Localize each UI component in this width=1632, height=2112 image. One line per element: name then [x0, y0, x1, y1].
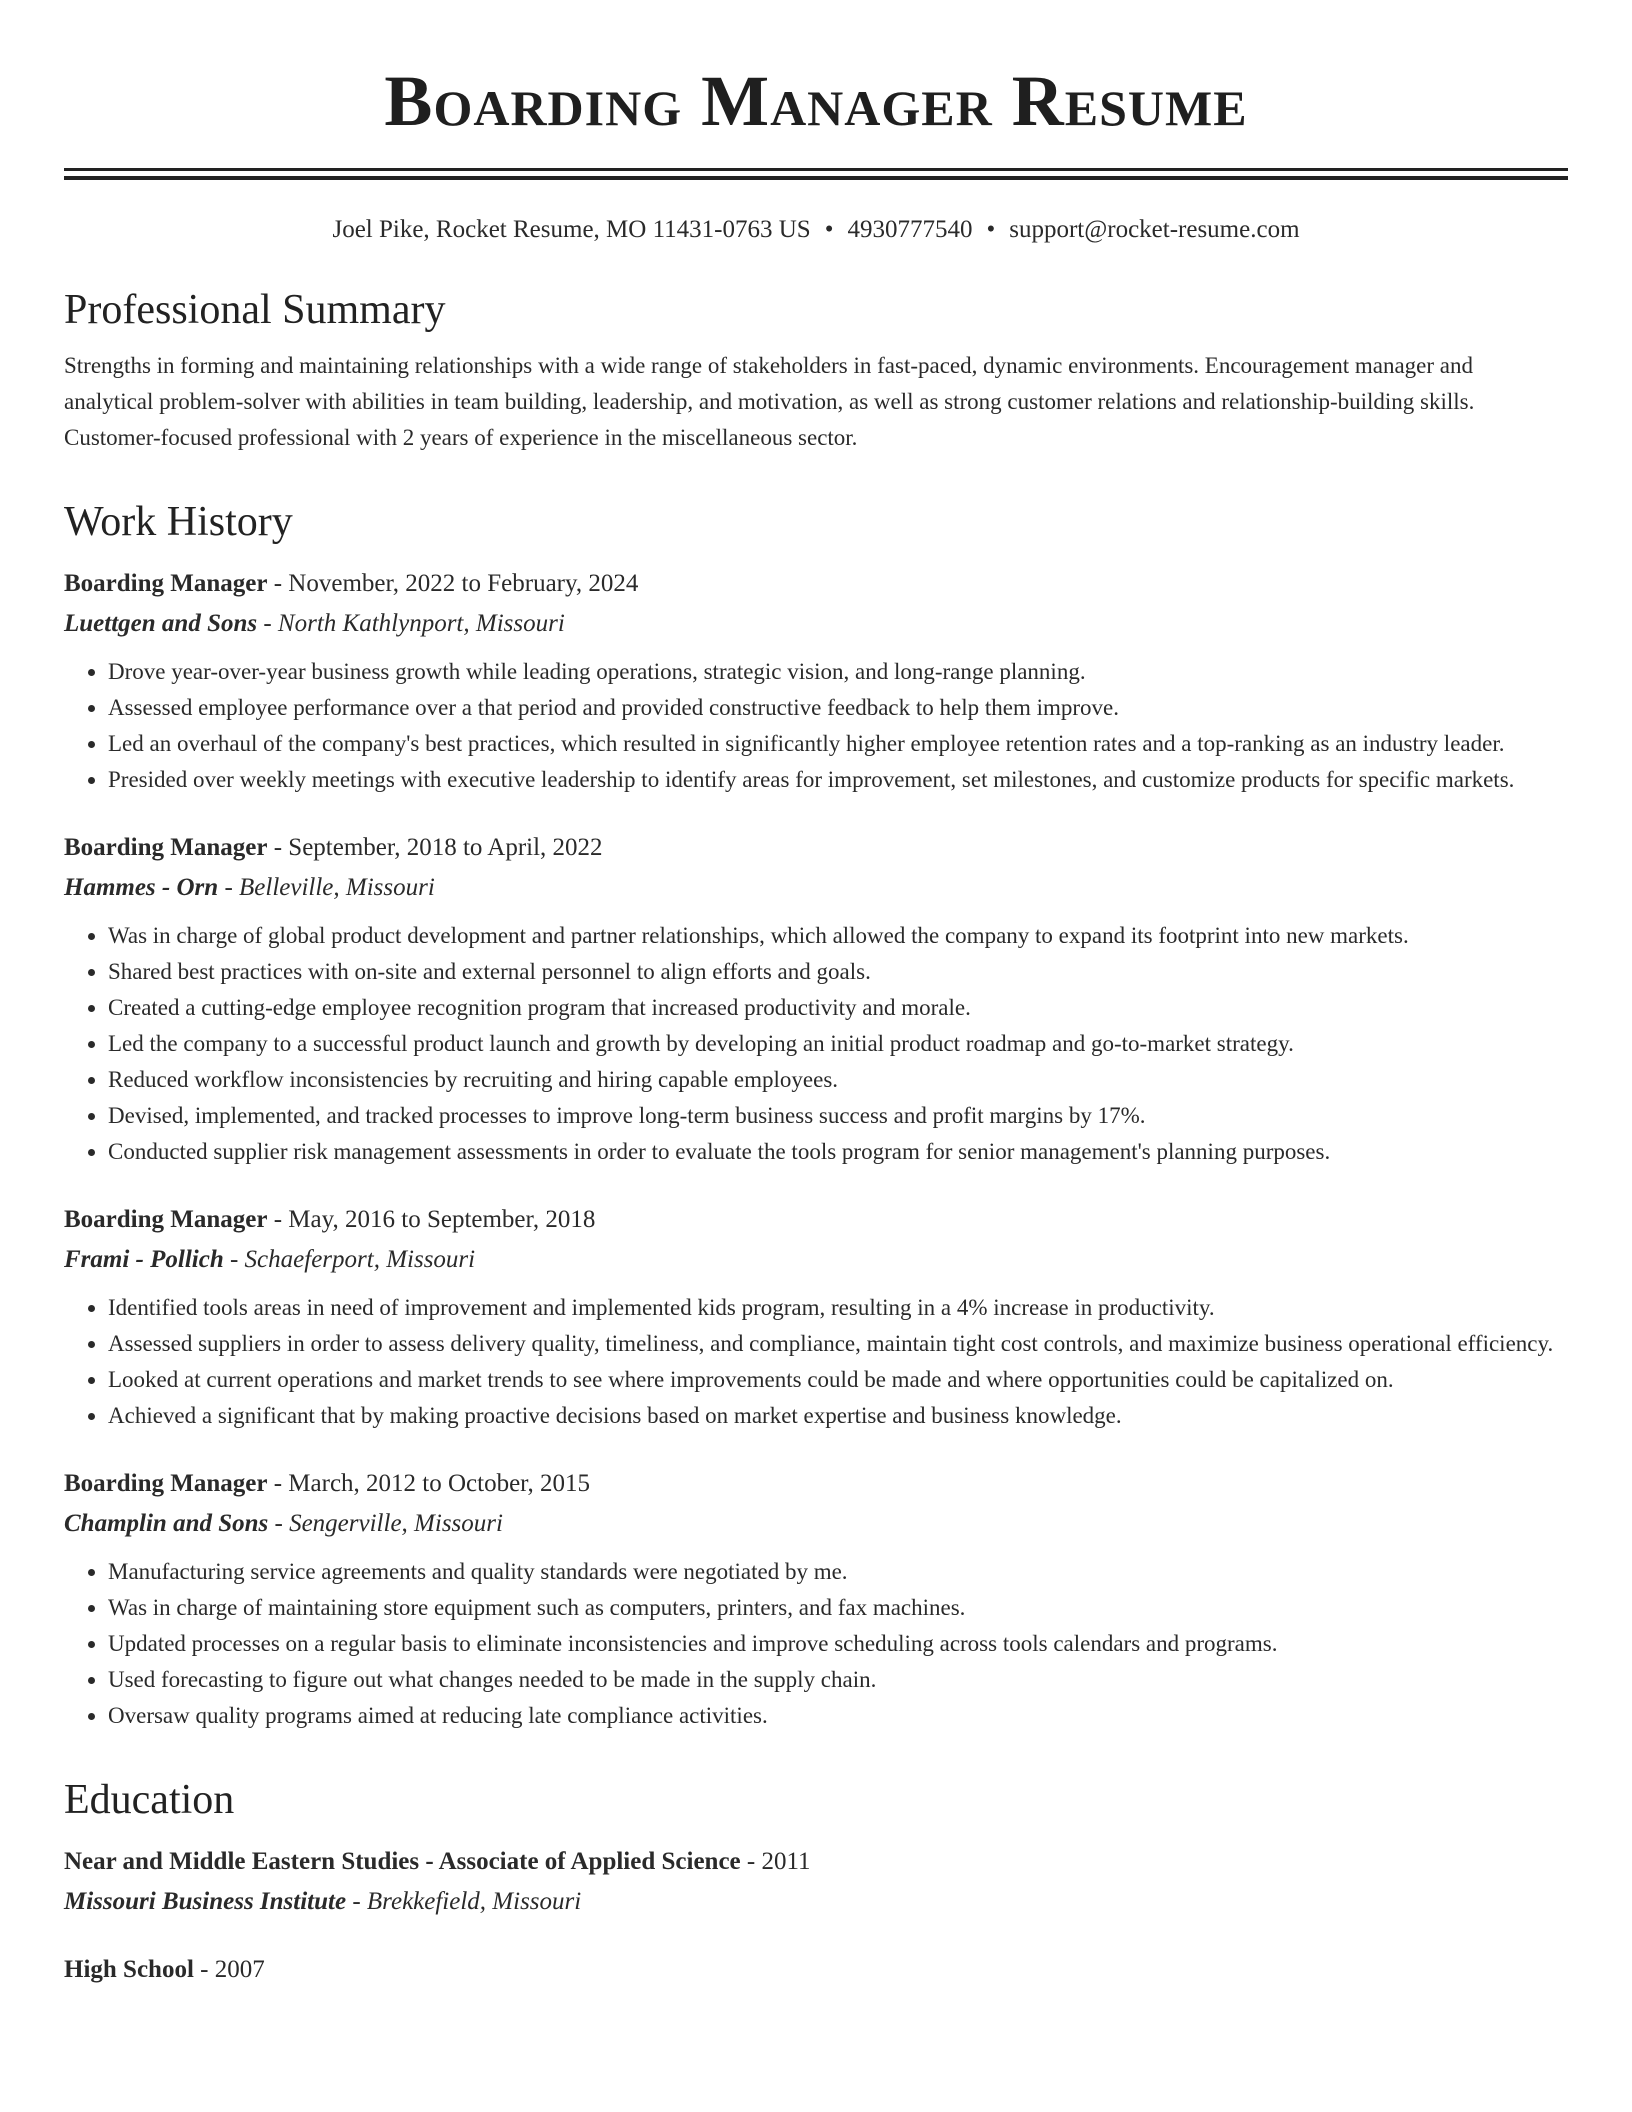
education-school-line — [64, 1882, 1568, 1922]
job-dates: - September, 2018 to April, 2022 — [267, 834, 603, 861]
job-employer — [64, 1240, 1568, 1280]
contact-address: Joel Pike, Rocket Resume, MO 11431-0763 US — [332, 216, 811, 243]
job-dates: - May, 2016 to September, 2018 — [267, 1206, 596, 1233]
education-year: - 2007 — [193, 1956, 265, 1983]
job-bullets — [64, 654, 1568, 798]
job-entry — [64, 828, 1568, 1170]
job-location: - Schaeferport, Missouri — [223, 1246, 476, 1273]
job-employer — [64, 868, 1568, 908]
job-title: Boarding Manager — [64, 570, 268, 597]
job-bullet: • Oversaw quality programs aimed at reducing late compliance activities. — [108, 1698, 1568, 1734]
job-employer — [64, 604, 1568, 644]
job-dates: - March, 2012 to October, 2015 — [267, 1470, 591, 1497]
page-title: Boarding Manager Resume — [384, 61, 1248, 141]
education-degree: High School — [64, 1956, 194, 1983]
job-bullet: • Manufacturing service agreements and quality standards were negotiated by me. — [108, 1554, 1568, 1590]
job-location: - Belleville, Missouri — [218, 874, 435, 901]
job-bullet: • Used forecasting to figure out what changes needed to be made in the supply chain. — [108, 1662, 1568, 1698]
contact-line — [64, 214, 1568, 246]
job-bullet: • Achieved a significant that by making proactive decisions based on market expertise and business knowledge. — [108, 1398, 1568, 1434]
job-bullet: • Led an overhaul of the company's best practices, which resulted in significantly higher employee retention rates and a top-ranking as an industry leader. — [108, 726, 1568, 762]
job-bullet: • Assessed suppliers in order to assess delivery quality, timeliness, and compliance, maintain tight cost controls, and maximize business operational efficiency. — [108, 1326, 1568, 1362]
contact-separator: • — [986, 216, 996, 243]
job-bullet: • Was in charge of maintaining store equipment such as computers, printers, and fax machines. — [108, 1590, 1568, 1626]
summary-text: Strengths in forming and maintaining relationships with a wide range of stakeholders in fast-paced, dynamic environments. Encouragement manager and analytical problem-solver with abilities in team building, leadership, and motivation, as well as strong customer relations and relationship-building skills. Customer-focused professional with 2 years of experience in the miscellaneous sector. — [64, 353, 1475, 450]
education-location: - Brekkefield, Missouri — [346, 1888, 582, 1915]
job-title: Boarding Manager — [64, 834, 268, 861]
job-bullet: • Presided over weekly meetings with executive leadership to identify areas for improvement, set milestones, and customize products for specific markets. — [108, 762, 1568, 798]
job-company: Champlin and Sons — [64, 1510, 269, 1537]
job-bullet: • Led the company to a successful product launch and growth by developing an initial product roadmap and go-to-market strategy. — [108, 1026, 1568, 1062]
contact-separator: • — [824, 216, 834, 243]
job-bullet: • Looked at current operations and market trends to see where improvements could be made and where opportunities could be capitalized on. — [108, 1362, 1568, 1398]
summary-heading: Professional Summary — [64, 287, 446, 333]
job-bullet: • Conducted supplier risk management assessments in order to evaluate the tools program for senior management's planning purposes. — [108, 1134, 1568, 1170]
job-employer — [64, 1504, 1568, 1544]
education-heading: Education — [64, 1777, 235, 1823]
title-divider — [64, 168, 1568, 180]
education-header — [64, 1842, 1568, 1882]
job-bullet: • Shared best practices with on-site and external personnel to align efforts and goals. — [108, 954, 1568, 990]
job-title: Boarding Manager — [64, 1206, 268, 1233]
education-entry — [64, 1842, 1568, 1922]
job-bullet: • Drove year-over-year business growth while leading operations, strategic vision, and long-range planning. — [108, 654, 1568, 690]
job-company: Frami - Pollich — [64, 1246, 224, 1273]
job-bullet: • Reduced workflow inconsistencies by recruiting and hiring capable employees. — [108, 1062, 1568, 1098]
education-year: - 2011 — [740, 1848, 811, 1875]
education-degree: Near and Middle Eastern Studies - Associate of Applied Science — [64, 1848, 741, 1875]
job-bullet: • Assessed employee performance over a that period and provided constructive feedback to help them improve. — [108, 690, 1568, 726]
job-location: - North Kathlynport, Missouri — [257, 610, 565, 637]
contact-email: support@rocket-resume.com — [1009, 216, 1300, 243]
job-bullet: • Identified tools areas in need of improvement and implemented kids program, resulting in a 4% increase in productivity. — [108, 1290, 1568, 1326]
job-header — [64, 564, 1568, 604]
job-entry — [64, 1464, 1568, 1734]
job-company: Luettgen and Sons — [64, 610, 258, 637]
job-bullet: • Created a cutting-edge employee recognition program that increased productivity and morale. — [108, 990, 1568, 1026]
job-bullet: • Devised, implemented, and tracked processes to improve long-term business success and profit margins by 17%. — [108, 1098, 1568, 1134]
contact-phone: 4930777540 — [847, 216, 973, 243]
job-dates: - November, 2022 to February, 2024 — [267, 570, 639, 597]
job-entry — [64, 564, 1568, 798]
job-bullet: • Updated processes on a regular basis to eliminate inconsistencies and improve scheduling across tools calendars and programs. — [108, 1626, 1568, 1662]
job-entry — [64, 1200, 1568, 1434]
education-school: Missouri Business Institute — [64, 1888, 347, 1915]
job-title: Boarding Manager — [64, 1470, 268, 1497]
job-bullet: • Was in charge of global product development and partner relationships, which allowed the company to expand its footprint into new markets. — [108, 918, 1568, 954]
work-history-heading: Work History — [64, 499, 293, 545]
job-bullets — [64, 918, 1568, 1170]
job-header — [64, 1200, 1568, 1240]
education-entry — [64, 1950, 1568, 1990]
job-bullets — [64, 1290, 1568, 1434]
job-company: Hammes - Orn — [64, 874, 219, 901]
job-bullets — [64, 1554, 1568, 1734]
job-header — [64, 828, 1568, 868]
job-header — [64, 1464, 1568, 1504]
education-header — [64, 1950, 1568, 1990]
job-location: - Sengerville, Missouri — [268, 1510, 503, 1537]
